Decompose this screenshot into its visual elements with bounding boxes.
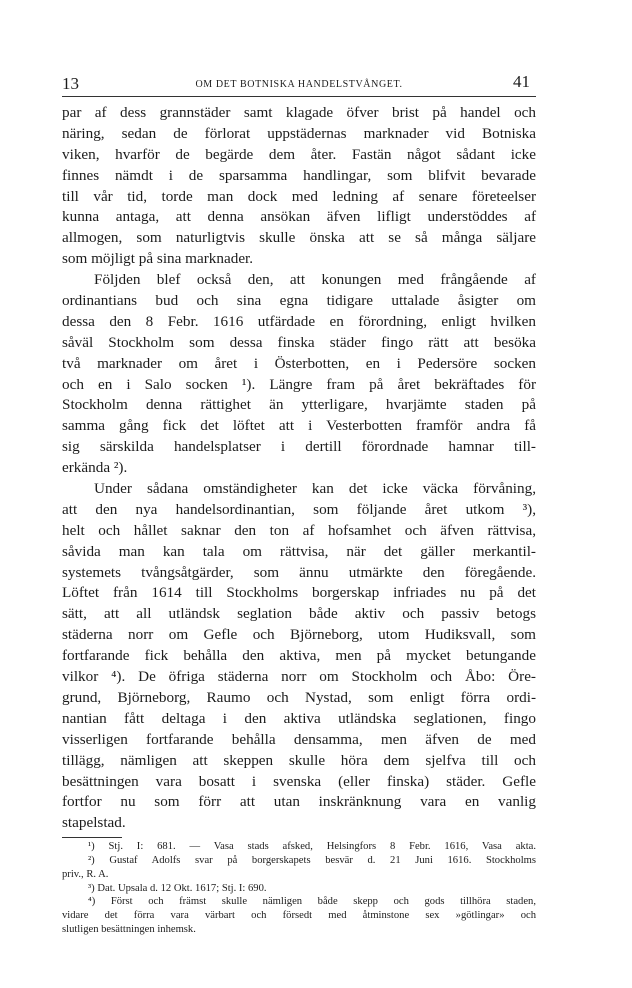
body-line: ordinantians bud och sina egna tidigare uttalade åsigter om: [62, 292, 536, 310]
body-line: städerna norr om Gefle och Björneborg, utom Hudiksvall, som: [62, 626, 536, 644]
signature-mark: 13: [62, 74, 79, 93]
footnote-line: vidare det förra vara värbart och försedt med åtminstone sex »götlingar» och: [62, 910, 536, 922]
footnote-line: priv., R. A.: [62, 868, 109, 880]
footnote-line: slutligen besättningen inhemsk.: [62, 923, 196, 935]
body-line: besättningen vara bosatt i svenska (eller finska) städer. Gefle: [62, 772, 536, 790]
body-line: till vår tid, torde man dock med ledning af senare företeelser: [62, 187, 536, 205]
page-header: [62, 70, 536, 97]
body-line: Löftet från 1614 till Stockholms borgerskap infriades nu på det: [62, 584, 536, 602]
body-line: såväl Stockholm som dessa finska städer fingo rätt att besöka: [62, 333, 536, 351]
footnote-line: ²) Gustaf Adolfs svar på borgerskapets besvär d. 21 Juni 1616. Stockholms: [88, 854, 536, 866]
body-line: Följden blef också den, att konungen med frångående af: [94, 271, 536, 289]
body-line: helt och hållet saknar den ton af hofsamhet och äfven rättvisa,: [62, 521, 536, 539]
footnote-line: ¹) Stj. I: 681. — Vasa stads afsked, Helsingfors 8 Febr. 1616, Vasa akta.: [88, 841, 536, 853]
body-line: vilkor ⁴). De öfriga städerna norr om Stockholm och Åbo: Öre-: [62, 668, 536, 686]
body-line: såvida man kan tala om rättvisa, när det gäller merkantil-: [62, 542, 536, 560]
body-line: samma gång fick det löftet att i Vesterbotten framför andra få: [62, 417, 536, 435]
body-line: erkända ²).: [62, 459, 128, 477]
body-line: som möjligt på sina marknader.: [62, 250, 254, 268]
body-line: Stockholm denna rättighet än ytterligare, hvarjämte staden på: [62, 396, 536, 414]
body-line: stapelstad.: [62, 814, 126, 832]
body-line: nantian fått deltaga i den aktiva utländska seglationen, fingo: [62, 709, 536, 727]
body-line: visserligen fortfarande behålla densamma, men äfven de med: [62, 730, 536, 748]
body-line: allmogen, som naturligtvis skulle önska att se så många säljare: [62, 229, 536, 247]
footnotes: [62, 840, 536, 937]
body-line: finnes nämdt i de sparsamma handlingar, som blifvit bevarade: [62, 166, 536, 184]
footnote-line: ⁴) Först och främst skulle nämligen både skepp och gods tillhöra staden,: [88, 896, 536, 908]
body-line: Under sådana omständigheter kan det icke väcka förvåning,: [94, 480, 536, 498]
body-line: näring, sedan de förlorat uppstädernas marknader vid Botniska: [62, 124, 536, 142]
body-line: två marknader om året i Österbotten, en i Pedersöre socken: [62, 354, 536, 372]
body-line: och en i Salo socken ¹). Längre fram på året bekräftades för: [62, 375, 536, 393]
footnote-rule: [62, 837, 122, 838]
body-line: viken, hvarför de begärde dem åter. Fastän något sådant icke: [62, 145, 536, 163]
body-line: tillägg, nämligen att skeppen skulle höra dem sjelfva till och: [62, 751, 536, 769]
body-line: att den nya handelsordinantian, som följande året utkom ³),: [62, 500, 536, 518]
body-line: sig särskilda handelsplatser i dertill förordnade hamnar till-: [62, 438, 536, 456]
body-line: systemets tvångsåtgärder, som ännu utmärkte den föregående.: [62, 563, 536, 581]
body-line: fortfor nu som förr att utan inskränknung vara en vanlig: [62, 793, 536, 811]
body-line: dessa den 8 Febr. 1616 utfärdade en förordning, enligt hvilken: [62, 312, 536, 330]
body-line: fortfarande fick behålla den aktiva, men på mycket betungande: [62, 647, 536, 665]
page-number: 41: [513, 72, 530, 91]
body-line: kunna antaga, att denna ansökan äfven lifligt understöddes af: [62, 208, 536, 226]
running-title: OM DET BOTNISKA HANDELSTVÅNGET.: [195, 79, 403, 90]
footnote-line: ³) Dat. Upsala d. 12 Okt. 1617; Stj. I: 690.: [88, 882, 267, 894]
book-page: [62, 70, 536, 937]
body-line: par af dess grannstäder samt klagade öfver brist på handel och: [62, 104, 536, 121]
body-text: [62, 103, 536, 834]
body-line: sätt, att all utländsk seglation både aktiv och passiv betogs: [62, 605, 536, 623]
body-line: grund, Björneborg, Raumo och Nystad, som enligt förra ordi-: [62, 688, 536, 706]
